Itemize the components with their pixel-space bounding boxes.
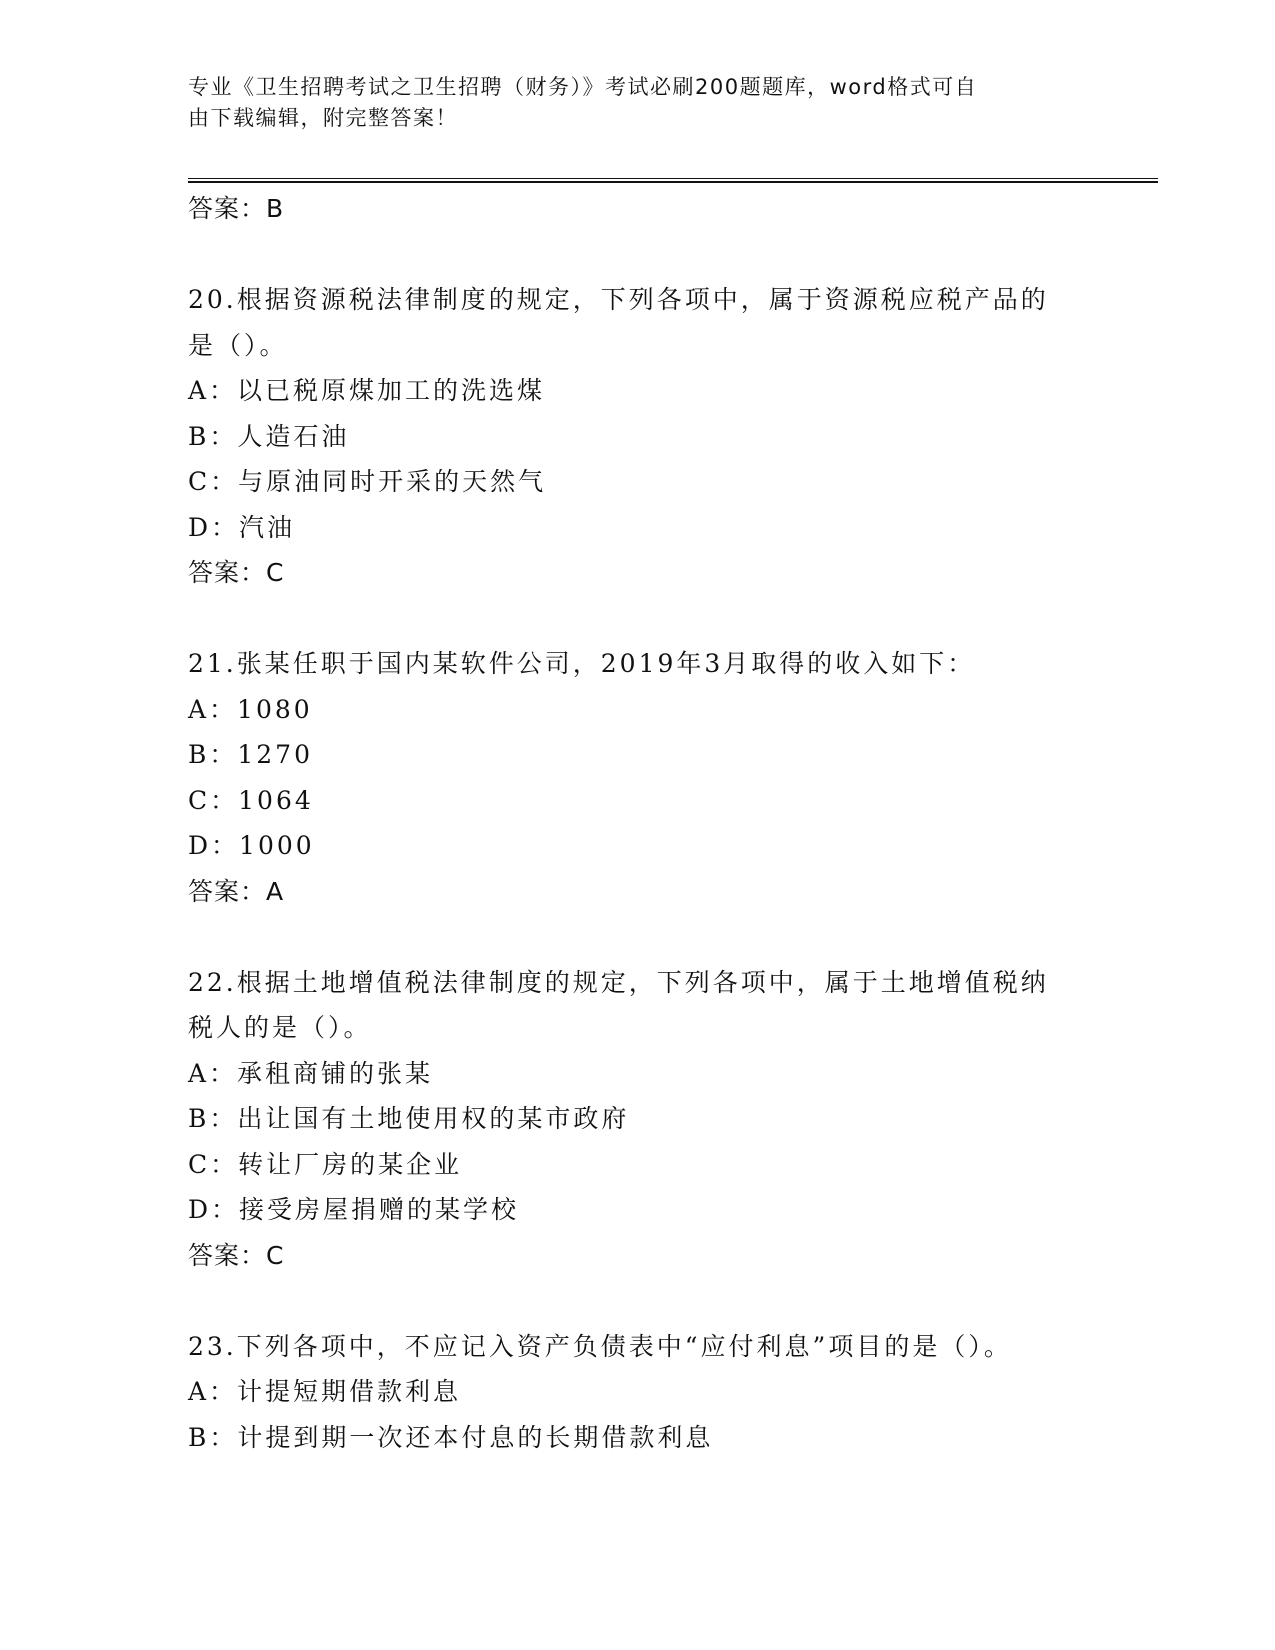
question-text-cont: 是（）。 (188, 330, 288, 360)
option-a: A：以已税原煤加工的洗选煤 (188, 376, 546, 405)
option-a: A：承租商铺的张某 (188, 1058, 434, 1088)
option-b: B：人造石油 (188, 421, 350, 451)
question-text: 22.根据土地增值税法律制度的规定，下列各项中，属于土地增值税纳 (188, 967, 1049, 997)
document-body (188, 186, 1088, 1460)
question-20 (188, 277, 1088, 596)
option-c: C：与原油同时开采的天然气 (188, 467, 547, 496)
option-b: B：1270 (188, 740, 313, 769)
answer-line: 答案：C (188, 558, 285, 587)
question-text: 21.张某任职于国内某软件公司，2019年3月取得的收入如下： (188, 649, 976, 678)
question-text-cont: 税人的是（）。 (188, 1013, 372, 1042)
spacer (188, 232, 1088, 278)
answer-line: 答案：C (188, 1240, 285, 1270)
question-text: 20.根据资源税法律制度的规定，下列各项中，属于资源税应税产品的 (188, 285, 1049, 314)
option-c: C：转让厂房的某企业 (188, 1149, 463, 1179)
header-line-1: 专业《卫生招聘考试之卫生招聘（财务）》考试必刷200题题库，word格式可自 (188, 75, 978, 99)
option-d: D：1000 (188, 831, 315, 860)
answer-line: 答案：B (188, 194, 285, 223)
answer-line: 答案：A (188, 876, 285, 906)
question-text: 23.下列各项中，不应记入资产负债表中“应付利息”项目的是（）。 (188, 1331, 1012, 1361)
option-a: A：1080 (188, 694, 313, 724)
header-line-2: 由下载编辑，附完整答案！ (188, 106, 458, 130)
spacer (188, 596, 1088, 642)
option-c: C：1064 (188, 785, 314, 815)
question-22 (188, 960, 1088, 1279)
spacer (188, 1278, 1088, 1324)
option-b: B：计提到期一次还本付息的长期借款利息 (188, 1422, 714, 1452)
option-b: B：出让国有土地使用权的某市政府 (188, 1104, 630, 1133)
question-21 (188, 641, 1088, 914)
question-23 (188, 1324, 1088, 1461)
spacer (188, 914, 1088, 960)
page-header (188, 72, 1068, 134)
header-divider (188, 178, 1158, 183)
option-a: A：计提短期借款利息 (188, 1377, 462, 1406)
option-d: D：接受房屋捐赠的某学校 (188, 1195, 520, 1224)
option-d: D：汽油 (188, 512, 296, 542)
